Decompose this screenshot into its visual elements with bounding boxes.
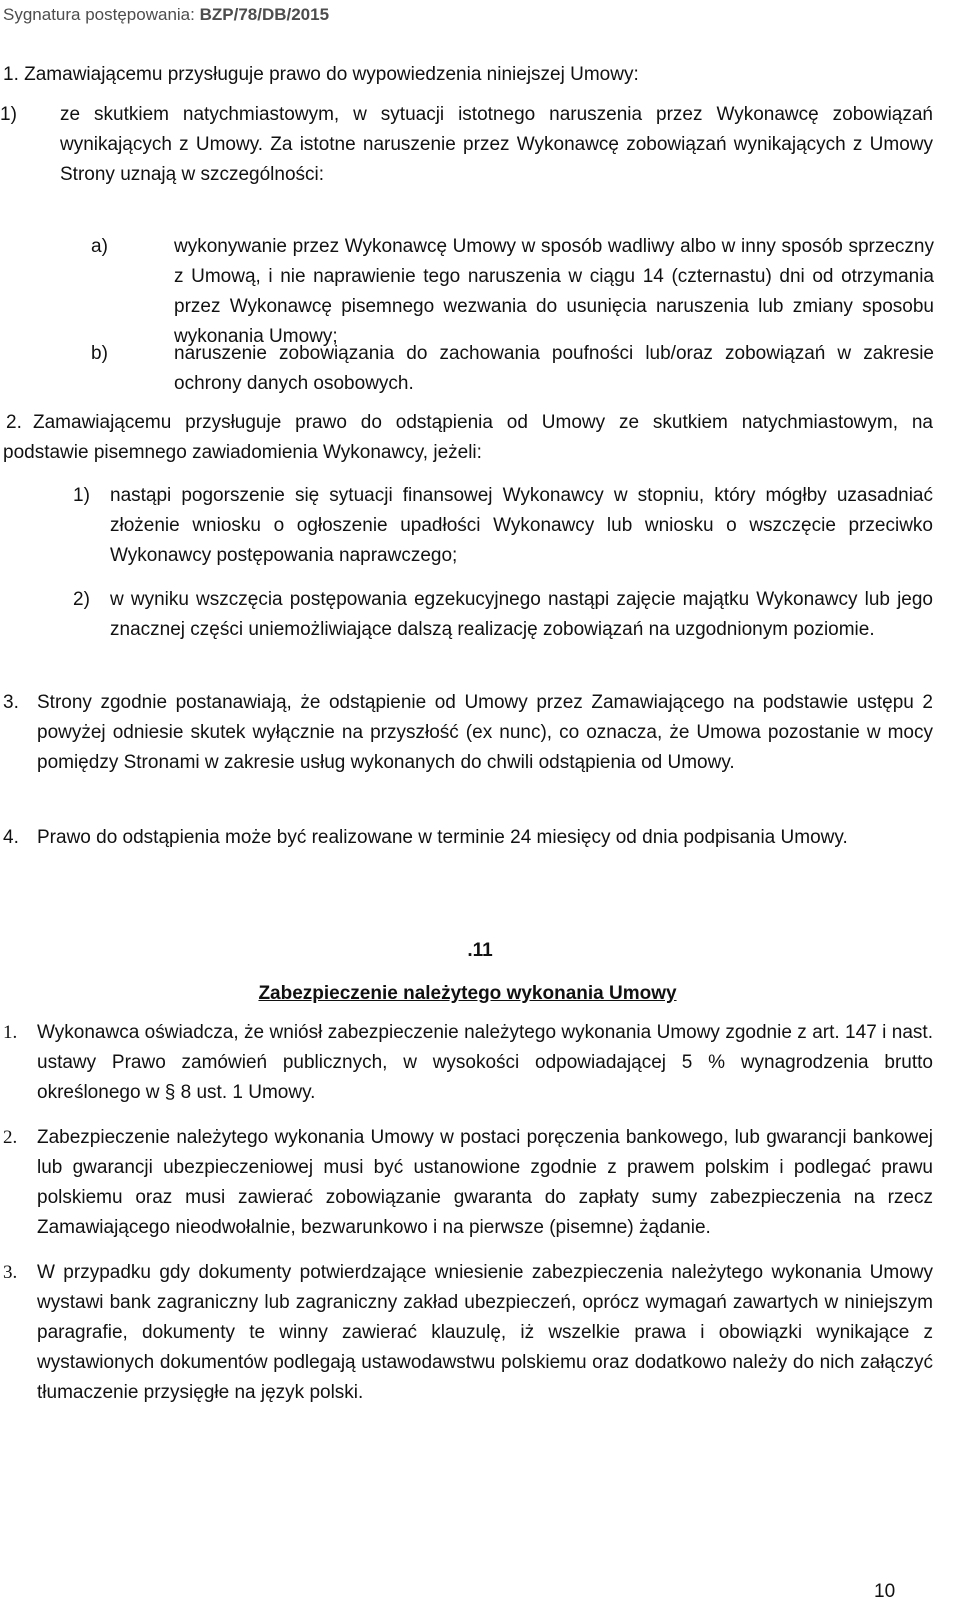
clause-text: Strony zgodnie postanawiają, że odstąpienie od Umowy przez Zamawiającego na podstawie ustępu 2 powyżej odniesie skutek wyłącznie na przyszłość (ex nunc), co oznacza, że Umowa pozostanie w mocy pomiędzy Stronami w zakresie usług wykonanych do chwili odstąpienia od Umowy. <box>37 692 933 773</box>
item-text: w wyniku wszczęcia postępowania egzekucyjnego nastąpi zajęcie majątku Wykonawcy lub jego znacznej części uniemożliwiające dalszą realizację zobowiązań na uzgodnionym poziomie. <box>110 589 933 640</box>
clause-text: Wykonawca oświadcza, że wniósł zabezpieczenie należytego wykonania Umowy zgodnie z art. 147 i nast. ustawy Prawo zamówień publicznych, w wysokości odpowiadającej 5 % wynagrodzenia brutto określonego w § 8 ust. 1 Umowy. <box>37 1022 933 1103</box>
clause-2-item-1 <box>73 481 933 571</box>
security-clause-1 <box>3 1018 933 1108</box>
clause-1-item-b <box>91 339 934 399</box>
item-text: wykonywanie przez Wykonawcę Umowy w sposób wadliwy albo w inny sposób sprzeczny z Umową, i nie naprawienie tego naruszenia w ciągu 14 (czternastu) dni od otrzymania przez Wykonawcę pisemnego wezwania do usunięcia naruszenia lub zmiany sposobu wykonania Umowy; <box>174 236 934 347</box>
item-text: naruszenie zobowiązania do zachowania poufności lub/oraz zobowiązań w zakresie ochrony danych osobowych. <box>174 343 934 394</box>
clause-1-item-1 <box>0 100 933 190</box>
clause-number: 4. <box>3 827 19 848</box>
clause-2-item-2 <box>73 585 933 645</box>
page-number: 10 <box>874 1581 896 1602</box>
security-clause-3 <box>3 1258 933 1408</box>
clause-text: W przypadku gdy dokumenty potwierdzające wniesienie zabezpieczenia należytego wykonania Umowy wystawi bank zagraniczny lub zagraniczny zakład ubezpieczeń, oprócz wymagań zawartych w niniejszym paragrafie, dokumenty te winny zawierać klauzulę, iż wszelkie prawa i obowiązki wynikające z wystawionych dokumentów podlegają ustawodawstwu polskiemu oraz dodatkowo należy do nich załączyć tłumaczenie przysięgłe na język polski. <box>37 1262 933 1403</box>
section-title: Zabezpieczenie należytego wykonania Umowy <box>258 983 677 1004</box>
clause-text: Prawo do odstąpienia może być realizowane w terminie 24 miesięcy od dnia podpisania Umowy. <box>37 827 848 848</box>
item-text: nastąpi pogorszenie się sytuacji finansowej Wykonawcy w stopniu, który mógłby uzasadniać złożenie wniosku o ogłoszenie upadłości Wykonawcy lub wniosku o wszczęcie przeciwko Wykonawcy postępowania naprawczego; <box>110 485 933 566</box>
signature-number: BZP/78/DB/2015 <box>199 5 330 24</box>
clause-number: 1. <box>3 1022 18 1043</box>
clause-1-intro: 1. Zamawiającemu przysługuje prawo do wypowiedzenia niniejszej Umowy: <box>3 64 639 85</box>
clause-4 <box>3 823 933 853</box>
clause-number: 3. <box>3 1262 18 1283</box>
item-number: 1) <box>0 104 17 125</box>
clause-1-item-a <box>91 232 934 352</box>
clause-number: 2. <box>6 412 22 433</box>
item-letter: a) <box>91 236 108 257</box>
item-letter: b) <box>91 343 108 364</box>
clause-3 <box>3 688 933 778</box>
paragraph-sign: .11 <box>467 940 493 961</box>
item-number: 1) <box>73 485 90 506</box>
signature-label: Sygnatura postępowania: <box>3 5 195 24</box>
item-text: ze skutkiem natychmiastowym, w sytuacji istotnego naruszenia przez Wykonawcę zobowiązań wynikających z Umowy. Za istotne naruszenie przez Wykonawcę zobowiązań wynikających z Umowy Strony uznają w szczególności: <box>60 104 933 185</box>
clause-text: Zabezpieczenie należytego wykonania Umowy w postaci poręczenia bankowego, lub gwarancji bankowej lub gwarancji ubezpieczeniowej musi być ustanowione zgodnie z prawem polskim i podlegać prawu polskiemu oraz musi zawierać zobowiązanie gwaranta do zapłaty sumy zabezpieczenia na rzecz Zamawiającego nieodwołalnie, bezwarunkowo i na pierwsze (pisemne) żądanie. <box>37 1127 933 1238</box>
clause-text: Zamawiającemu przysługuje prawo do odstąpienia od Umowy ze skutkiem natychmiastowym, na podstawie pisemnego zawiadomienia Wykonawcy, jeżeli: <box>3 412 933 463</box>
page-header <box>3 2 329 28</box>
security-clause-2 <box>3 1123 933 1243</box>
clause-number: 3. <box>3 692 19 713</box>
clause-number: 2. <box>3 1127 18 1148</box>
clause-2 <box>3 408 933 468</box>
item-number: 2) <box>73 589 90 610</box>
